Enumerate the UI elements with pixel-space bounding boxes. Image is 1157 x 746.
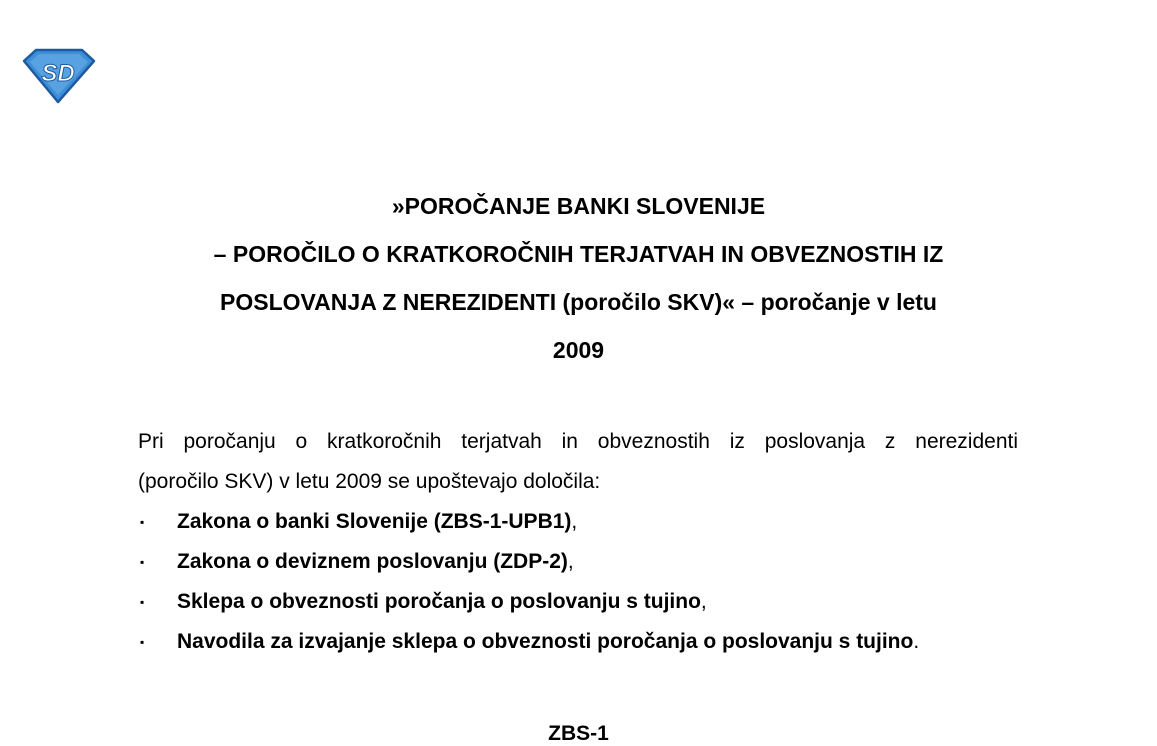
list-item [138, 502, 919, 542]
list-item-suffix: , [567, 550, 574, 573]
logo-text: SD [41, 60, 75, 87]
intro-line-2: (poročilo SKV) v letu 2009 se upoštevajo določila: [138, 470, 601, 493]
title-line-1: »POROČANJE BANKI SLOVENIJE [391, 193, 766, 219]
intro-line-1: Pri poročanju o kratkoročnih terjatvah in obveznostih iz poslovanja z nerezidenti [138, 430, 1018, 453]
bullet-icon: ▪ [140, 635, 145, 649]
title-line-4: 2009 [552, 337, 605, 363]
section-heading: ZBS-1 [548, 722, 609, 745]
list-item [138, 542, 919, 582]
list-item-text: Zakona o deviznem poslovanju (ZDP-2) [177, 550, 568, 573]
bullet-icon: ▪ [140, 595, 145, 609]
bullet-icon: ▪ [140, 555, 145, 569]
list-item [138, 622, 919, 662]
list-item-text: Zakona o banki Slovenije (ZBS-1-UPB1) [177, 510, 572, 533]
list-item [138, 582, 919, 622]
list-item-suffix: . [913, 630, 920, 653]
list-item-suffix: , [571, 510, 578, 533]
list-item-text: Sklepa o obveznosti poročanja o poslovanju s tujino [177, 590, 701, 613]
document-title [100, 182, 1057, 374]
title-line-3: POSLOVANJA Z NEREZIDENTI (poročilo SKV)« – poročanje v letu [220, 289, 937, 315]
title-line-2: – POROČILO O KRATKOROČNIH TERJATVAH IN OBVEZNOSTIH IZ [213, 241, 944, 267]
sd-shield-icon [22, 47, 96, 105]
list-item-suffix: , [700, 590, 707, 613]
bullet-icon: ▪ [140, 515, 145, 529]
intro-paragraph [138, 422, 1018, 502]
sd-logo [22, 47, 96, 105]
regulations-list [138, 502, 919, 662]
list-item-text: Navodila za izvajanje sklepa o obveznosti poročanja o poslovanju s tujino [177, 630, 914, 653]
